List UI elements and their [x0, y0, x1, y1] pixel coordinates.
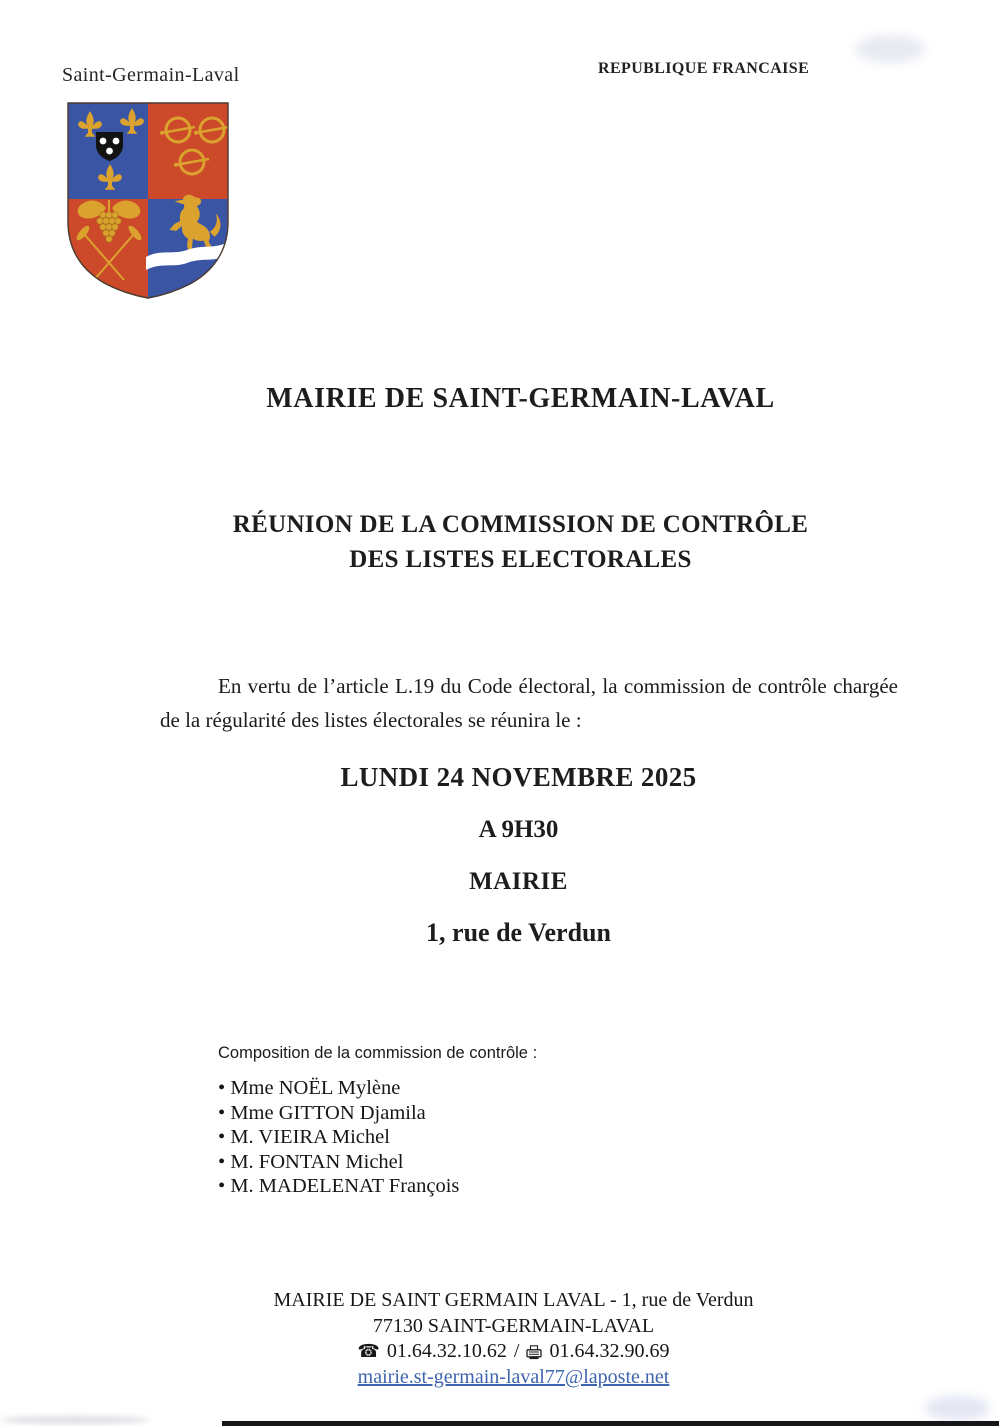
commune-name: Saint-Germain-Laval — [62, 64, 240, 86]
meeting-date: LUNDI 24 NOVEMBRE 2025 — [340, 762, 697, 792]
meeting-time: A 9H30 — [478, 816, 559, 843]
footer — [0, 1288, 999, 1390]
commission-member: • M. MADELENAT François — [218, 1174, 459, 1199]
phone-number: 01.64.32.10.62 — [386, 1340, 507, 1362]
footer-address-line: MAIRIE DE SAINT GERMAIN LAVAL - 1, rue de Verdun — [273, 1289, 754, 1311]
fax-number: 01.64.32.90.69 — [549, 1340, 670, 1362]
meeting-place: MAIRIE — [469, 868, 568, 895]
commission-member-list — [218, 1076, 459, 1199]
email-link[interactable]: mairie.st-germain-laval77@laposte.net — [357, 1365, 670, 1388]
subject-line-1: RÉUNION DE LA COMMISSION DE CONTRÔLE — [232, 511, 809, 538]
scan-artifact — [925, 1396, 990, 1420]
subject-line-2: DES LISTES ELECTORALES — [349, 546, 692, 573]
phone-fax-separator: / — [513, 1340, 520, 1362]
page-title: MAIRIE DE SAINT-GERMAIN-LAVAL — [266, 383, 775, 414]
commission-member: • M. VIEIRA Michel — [218, 1125, 459, 1150]
scan-artifact-bar — [222, 1421, 999, 1426]
footer-email-line — [14, 1365, 999, 1391]
meeting-address: 1, rue de Verdun — [426, 918, 611, 947]
body-paragraph: En vertu de l’article L.19 du Code électoral, la commission de contrôle chargée de la régularité des listes électorales se réunira le : — [160, 674, 898, 732]
phone-icon: ☎ — [357, 1340, 380, 1362]
scan-artifact — [0, 1416, 150, 1424]
commission-label: Composition de la commission de contrôle : — [218, 1044, 538, 1062]
footer-city-line: 77130 SAINT-GERMAIN-LAVAL — [372, 1314, 655, 1337]
scan-artifact — [855, 35, 925, 63]
commission-member: • M. FONTAN Michel — [218, 1150, 459, 1175]
republic-label: REPUBLIQUE FRANCAISE — [598, 60, 810, 77]
subject-block — [0, 507, 999, 577]
commission-member: • Mme NOËL Mylène — [218, 1076, 459, 1101]
commission-member: • Mme GITTON Djamila — [218, 1101, 459, 1126]
coat-of-arms — [62, 100, 234, 300]
footer-contact-line — [14, 1339, 999, 1365]
fax-icon — [526, 1345, 542, 1360]
